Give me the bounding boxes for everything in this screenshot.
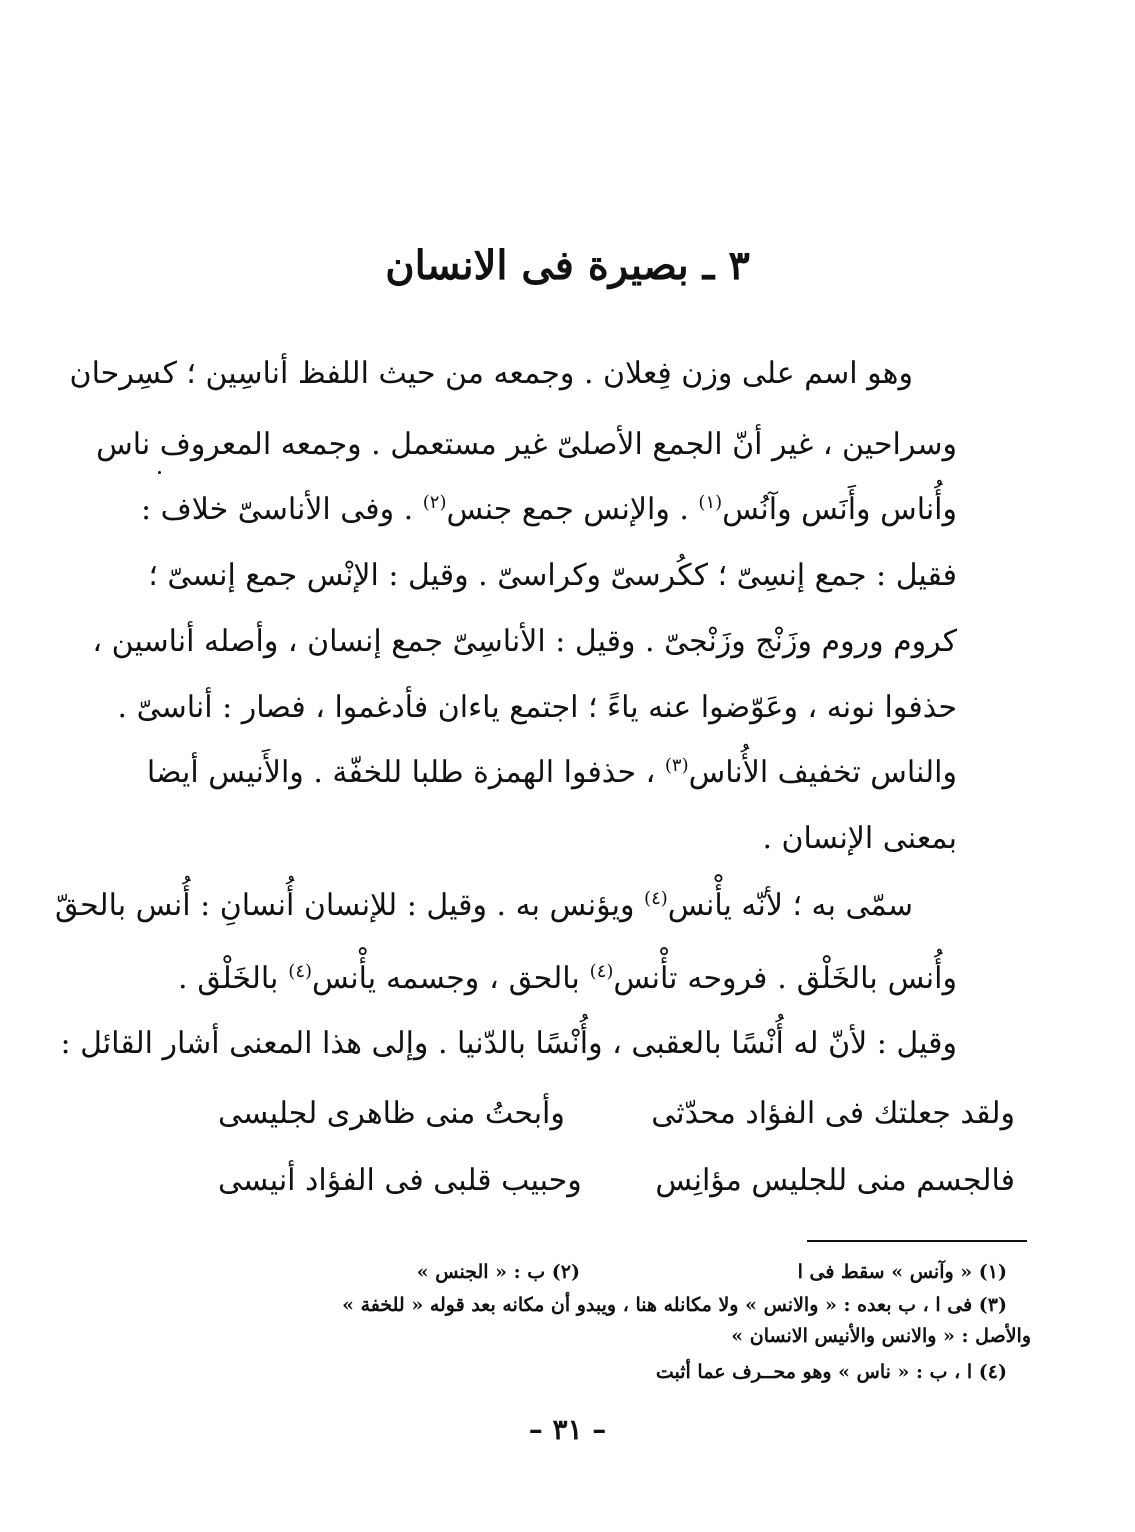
footnote-mark: (٣) [664,755,689,776]
verse-hemistich: فالجسم منى للجليس مؤانِس [655,1163,1015,1198]
footnote-divider [807,1240,1027,1242]
text-segment: . والإنس جمع جنس [446,492,689,527]
text-segment: بالحق ، وجسمه يأْنس [312,961,580,996]
footnote-mark: (٤) [288,961,313,982]
body-line-5: كروم وروم وزَنْج وزَنْجىّ . وقيل : الأناسِىّ جمع إنسان ، وأصله أناسين ، [92,624,957,659]
page-number: – ٣١ – [528,1413,607,1446]
body-line-10 [178,955,957,1003]
body-line-4: فقيل : جمع إنسِىّ ؛ ككُرسىّ وكراسىّ . وقيل : الإنْس جمع إنسىّ ؛ [148,558,957,593]
body-line-3 [140,486,957,534]
text-segment: والناس تخفيف الأُناس [688,755,957,790]
footnote-mark: (٢) [422,492,447,513]
text-segment: وأُناس وأَنَس وآنُس [722,492,957,527]
body-line-1: وهو اسم على وزن فِعلان . وجمعه من حيث اللفظ أناسِين ؛ كسِرحان [69,356,913,391]
body-line-8: بمعنى الإنسان . [762,821,957,856]
stray-mark [158,471,161,474]
verse-hemistich: وحبيب قلبى فى الفؤاد أنيسى [218,1163,582,1198]
text-segment: بالخَلْق . [178,961,279,996]
footnote-mark: (٤) [589,961,614,982]
footnote-4: (٤) ا ، ب : « ناس » وهو محــرف عما أثبت [655,1361,1007,1383]
body-line-7 [146,749,957,797]
verse-hemistich: وأبحتُ منى ظاهرى لجليسى [218,1096,565,1131]
footnote-mark: (١) [698,492,723,513]
text-segment: سمّى به ؛ لأنّه يأْنس [667,888,913,923]
section-title: ٣ ـ بصيرة فى الانسان [385,242,750,289]
footnote-mark: (٤) [644,888,668,909]
text-segment: ويؤنس به . وقيل : للإنسان أُنسانِ : أُنس بالحقّ [55,888,635,923]
verse-hemistich: ولقد جعلتك فى الفؤاد محدّثى [651,1096,1015,1131]
text-segment: . وفى الأناسىّ خلاف : [140,492,414,527]
body-line-9 [55,882,957,930]
body-line-11: وقيل : لأنّ له أُنْسًا بالعقبى ، وأُنْسًا بالدّنيا . وإلى هذا المعنى أشار القائل : [60,1026,957,1061]
footnote-3-continuation: والأصل : « والانس والأنيس الانسان » [731,1325,1031,1347]
footnote-2: (٢) ب : « الجنس » [416,1261,580,1283]
text-segment: وأُنس بالخَلْق . فروحه تأْنس [613,961,957,996]
body-line-6: حذفوا نونه ، وعَوّضوا عنه ياءً ؛ اجتمع ياءان فأدغموا ، فصار : أناسىّ . [117,690,957,725]
body-line-2: وسراحين ، غير أنّ الجمع الأصلىّ غير مستعمل . وجمعه المعروف ناس [96,427,957,462]
text-segment: ، حذفوا الهمزة طلبا للخفّة . والأَنيس أيضا [146,755,656,790]
footnote-1: (١) « وآنس » سقط فى ا [797,1261,1007,1283]
footnote-3: (٣) فى ا ، ب بعده : « والانس » ولا مكانله هنا ، ويبدو أن مكانه بعد قوله « للخفة » [342,1294,1007,1316]
